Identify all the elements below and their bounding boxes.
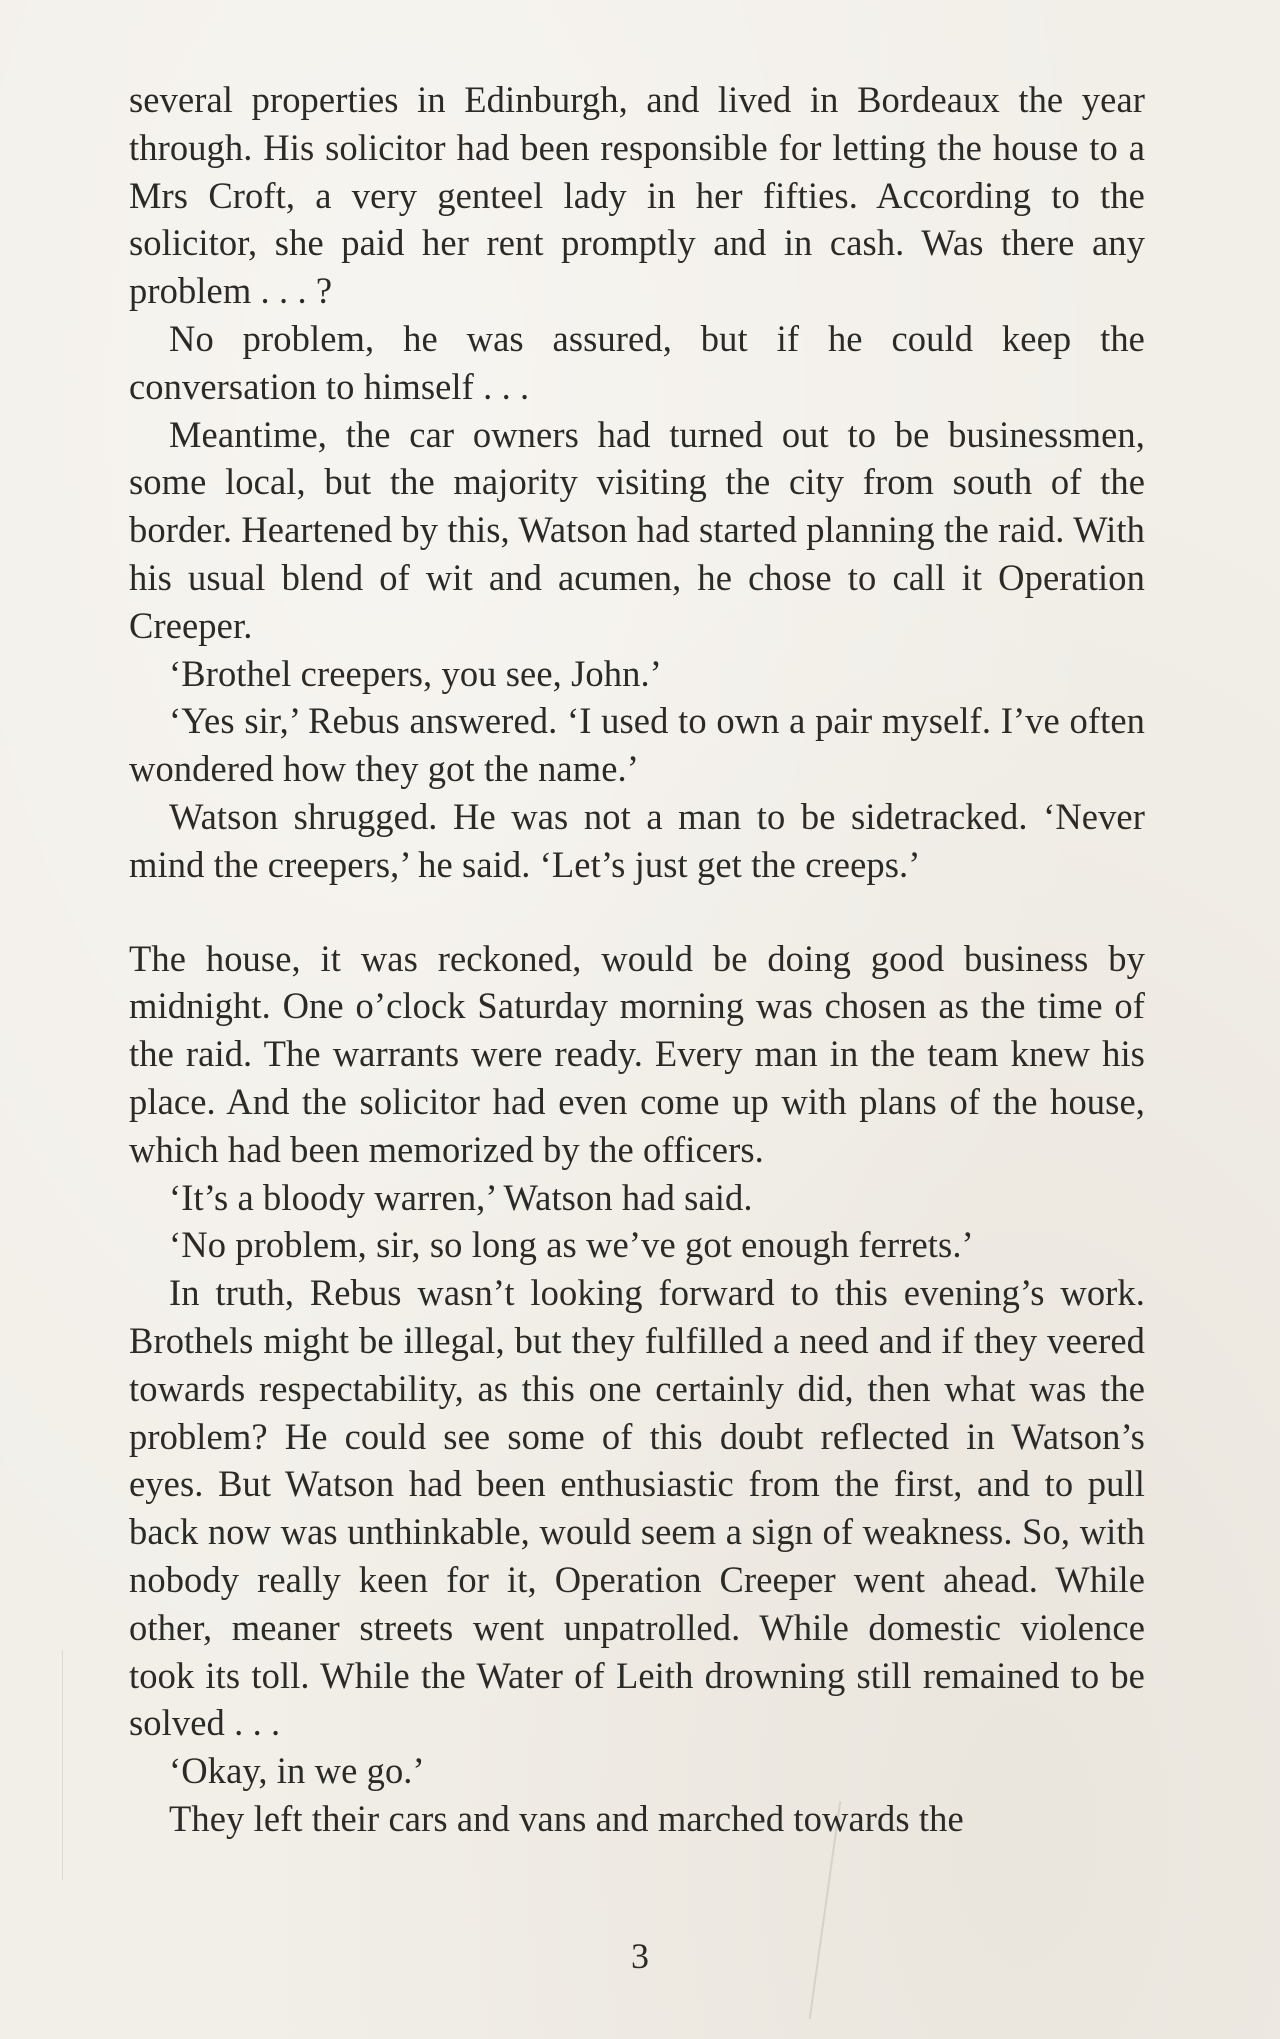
page-number: 3 xyxy=(631,1936,649,1976)
paragraph: The house, it was reckoned, would be doing good business by midnight. One o’clock Saturday morning was chosen as the time of the raid. The warrants were ready. Every man in the team knew his place. And the solicitor had even come up with plans of the house, which had been memorized by the officers. xyxy=(129,937,1145,1170)
paragraph: Meantime, the car owners had turned out to be businessmen, some local, but the majority visiting the city from south of the border. Heartened by this, Watson had started planning the raid. With his usual blend of wit and acumen, he chose to call it Operation Creeper. xyxy=(129,413,1145,646)
paragraph: In truth, Rebus wasn’t looking forward to this evening’s work. Brothels might be illegal, but they fulfilled a need and if they veered towards respectability, as this one certainly did, then what was the problem? He could see some of this doubt reflected in Watson’s eyes. But Watson had been enthusiastic from the first, and to pull back now was unthinkable, would seem a sign of weakness. So, with nobody really keen for it, Operation Creeper went ahead. While other, meaner streets went unpatrolled. While domestic violence took its toll. While the Water of Leith drowning still remained to be solved . . . xyxy=(129,1272,1145,1744)
paragraph: ‘Okay, in we go.’ xyxy=(169,1750,425,1792)
paragraph: ‘It’s a bloody warren,’ Watson had said. xyxy=(169,1176,753,1218)
paragraph: ‘Yes sir,’ Rebus answered. ‘I used to own a pair myself. I’ve often wondered how they got the name.’ xyxy=(129,700,1145,790)
paragraph: No problem, he was assured, but if he could keep the conversation to himself . . . xyxy=(129,317,1145,407)
paragraph: several properties in Edinburgh, and lived in Bordeaux the year through. His solicitor had been responsible for letting the house to a Mrs Croft, a very genteel lady in her fifties. According to the solicitor, she paid her rent promptly and in cash. Was there any problem . . . ? xyxy=(129,79,1145,312)
paragraph: ‘Brothel creepers, you see, John.’ xyxy=(169,652,662,694)
body-text xyxy=(129,76,1145,1843)
paragraph: They left their cars and vans and marched towards the xyxy=(169,1797,964,1839)
section-break xyxy=(129,889,1145,935)
paragraph: Watson shrugged. He was not a man to be sidetracked. ‘Never mind the creepers,’ he said. ‘Let’s just get the creeps.’ xyxy=(129,795,1145,885)
paragraph: ‘No problem, sir, so long as we’ve got enough ferrets.’ xyxy=(169,1224,974,1266)
page-edge-shadow xyxy=(62,1650,63,1880)
